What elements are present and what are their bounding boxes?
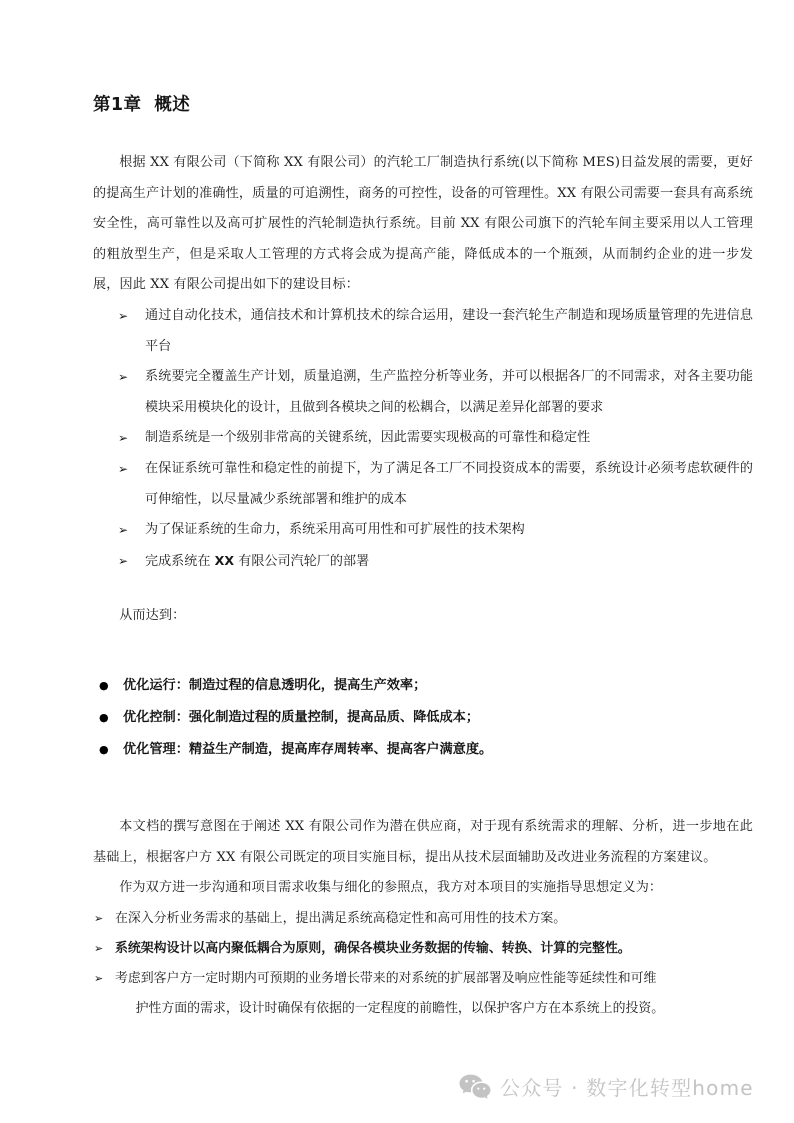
list-item	[93, 964, 753, 1024]
list-item	[115, 454, 753, 515]
list-item	[115, 423, 753, 454]
list-item	[93, 904, 753, 934]
list-item-label: 优化控制：强化制造过程的质量控制，提高品质、降低成本；	[123, 709, 480, 725]
wechat-icon	[459, 1074, 491, 1100]
list-item	[93, 734, 753, 766]
list-item-label-suffix: 有限公司汽轮厂的部署	[234, 553, 370, 569]
list-item-label-line2: 护性方面的需求，设计时确保有依据的一定程度的前瞻性，以保护客户方在本系统上的投资。	[135, 1000, 665, 1016]
list-item-label: 制造系统是一个级别非常高的关键系统，因此需要实现极高的可靠性和稳定性	[145, 430, 591, 446]
disc-bullet-icon: ●	[99, 710, 109, 724]
achieve-leadin: 从而达到：	[119, 608, 186, 624]
build-goals-list	[115, 301, 753, 577]
list-item	[115, 546, 753, 578]
list-item-label: 系统要完全覆盖生产计划，质量追溯，生产监控分析等业务，并可以根据各厂的不同需求，对各主要功能模块采用模块化的设计，且做到各模块之间的松耦合，以满足差异化部署的要求	[145, 369, 753, 415]
list-item	[93, 934, 753, 964]
guideline-leadin: 作为双方进一步沟通和项目需求收集与细化的参照点，我方对本项目的实施指导思想定义为：	[119, 880, 663, 896]
arrow-bullet-icon: ➢	[94, 941, 104, 955]
list-item-label-emphasis: XX	[214, 552, 235, 568]
list-item	[93, 670, 753, 702]
disc-bullet-icon: ●	[99, 742, 109, 756]
arrow-bullet-icon: ➢	[118, 431, 129, 446]
arrow-bullet-icon: ➢	[94, 911, 104, 925]
list-item-label: 优化管理：精益生产制造，提高库存周转率、提高客户满意度。	[123, 741, 493, 757]
list-item	[115, 362, 753, 423]
arrow-bullet-icon: ➢	[118, 370, 129, 385]
watermark	[459, 1072, 754, 1101]
arrow-bullet-icon: ➢	[118, 523, 129, 538]
list-item-label: 为了保证系统的生命力，系统采用高可用性和可扩展性的技术架构	[145, 522, 525, 538]
list-item-label: 优化运行：制造过程的信息透明化，提高生产效率；	[123, 677, 427, 693]
document-body	[93, 148, 753, 1024]
list-item	[115, 301, 753, 362]
guiding-principles-list	[93, 904, 753, 1024]
list-item-label: 系统架构设计以高内聚低耦合为原则，确保各模块业务数据的传输、转换、计算的完整性。	[115, 940, 631, 956]
list-item-label-prefix: 完成系统在	[145, 553, 215, 569]
spacer	[93, 577, 753, 601]
page-title: 第1章 概述	[93, 94, 191, 115]
optimization-outcomes-list	[93, 670, 753, 766]
watermark-text: 公众号 · 数字化转型home	[500, 1076, 754, 1100]
list-item	[93, 702, 753, 734]
arrow-bullet-icon: ➢	[118, 308, 129, 323]
arrow-bullet-icon: ➢	[118, 461, 129, 476]
list-item-label: 在深入分析业务需求的基础上，提出满足系统高稳定性和高可用性的技术方案。	[115, 910, 567, 926]
list-item	[115, 515, 753, 546]
spacer	[93, 632, 753, 670]
list-item-label: 通过自动化技术，通信技术和计算机技术的综合运用，建设一套汽轮生产制造和现场质量管理的先进信息平台	[145, 307, 753, 354]
disc-bullet-icon: ●	[99, 678, 109, 692]
spacer	[93, 766, 753, 812]
arrow-bullet-icon: ➢	[118, 553, 129, 568]
purpose-paragraph: 本文档的撰写意图在于阐述 XX 有限公司作为潜在供应商，对于现有系统需求的理解、分析，进一步地在此基础上，根据客户方 XX 有限公司既定的项目实施目标，提出从技术层面辅助及改进业务流程的方案建议。	[93, 818, 753, 865]
intro-paragraph: 根据 XX 有限公司（下简称 XX 有限公司）的汽轮工厂制造执行系统(以下简称 MES)日益发展的需要，更好的提高生产计划的准确性，质量的可追溯性，商务的可控性，设备的可管理性。XX 有限公司需要一套具有高系统安全性，高可靠性以及高可扩展性的汽轮制造执行系统。目前 XX 有限公司旗下的汽轮车间主要采用以人工管理的粗放型生产，但是采取人工管理的方式将会成为提高产能，降低成本的一个瓶颈，从而制约企业的进一步发展，因此 XX 有限公司提出如下的建设目标：	[93, 155, 753, 293]
list-item-label-line1: 考虑到客户方一定时期内可预期的业务增长带来的对系统的扩展部署及响应性能等延续性和可维	[115, 970, 657, 986]
list-item-label: 在保证系统可靠性和稳定性的前提下，为了满足各工厂不同投资成本的需要，系统设计必须考虑软硬件的可伸缩性，以尽量减少系统部署和维护的成本	[145, 460, 753, 507]
arrow-bullet-icon: ➢	[94, 971, 104, 985]
